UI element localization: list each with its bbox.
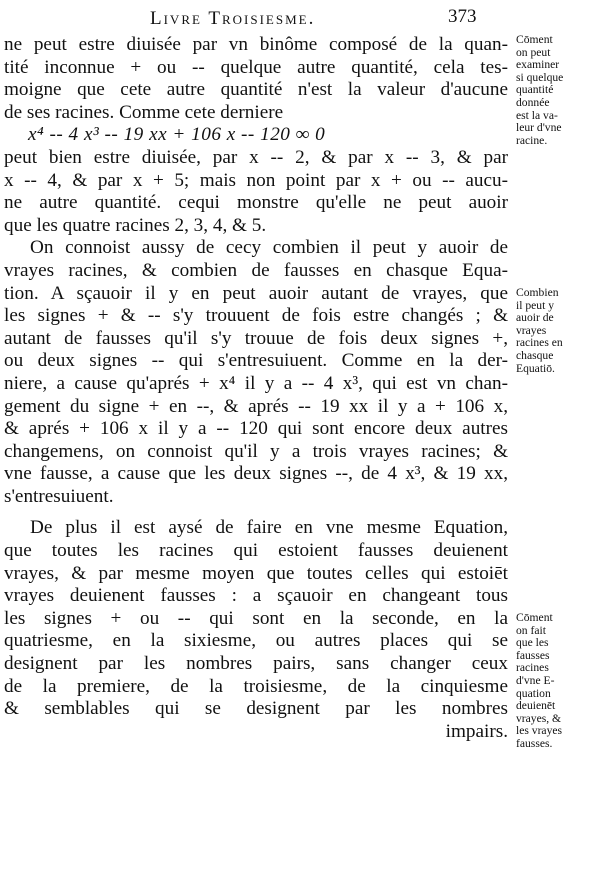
margin-note-line: vrayes [516, 323, 547, 337]
margin-note-line: on fait [516, 623, 546, 637]
text-line: que toutes les racines qui estoient fausses deuienent [4, 540, 508, 562]
text-line: impairs. [445, 720, 508, 742]
text-line: vrayes deuienent fausses : a sçauoir en changeant tous [4, 585, 508, 607]
text-line: changemens, on connoist qu'il y a trois vrayes racines; & [4, 440, 508, 462]
margin-note-line: Cōment [516, 33, 553, 46]
text-line: que les quatre racines 2, 3, 4, & 5. [4, 214, 267, 236]
text-line: moigne que cete autre quantité n'est la valeur d'aucune [4, 79, 508, 101]
margin-note-line: auoir de [516, 311, 554, 325]
text-line: De plus il est aysé de faire en vne mesme Equation, [30, 517, 508, 539]
margin-note-line: fausses. [516, 736, 553, 750]
margin-note-line: Combien [516, 286, 559, 299]
text-line: les signes + ou -- qui sont en la seconde, en la [4, 607, 508, 629]
text-line: x -- 4, & par x + 5; mais non point par x + ou -- aucu- [4, 169, 508, 191]
page-header [0, 4, 599, 34]
text-line: tité inconnue + ou -- quelque autre quantité, cela tes- [4, 56, 508, 78]
paragraph-2 [4, 237, 508, 508]
margin-note-1 [516, 34, 598, 147]
text-line: vrayes, & par mesme moyen que toutes celles qui estoiēt [4, 562, 508, 584]
text-line: & semblables qui se designent par les nombres [4, 698, 508, 720]
margin-note-line: examiner [516, 58, 560, 72]
text-line: quatriesme, en la sixiesme, ou autres places qui se [4, 630, 508, 652]
text-line: designent par les nombres pairs, sans changer ceux [4, 653, 508, 675]
margin-note-2 [516, 287, 598, 375]
margin-note-3 [516, 612, 598, 751]
margin-note-line: les vrayes [516, 724, 563, 738]
margin-note-line: leur d'vne [516, 121, 562, 135]
text-line: vrayes racines, & combien de fausses en chasque Equa- [4, 259, 508, 281]
margin-note-line: on peut [516, 45, 551, 59]
text-line: & aprés + 106 x il y a -- 120 qui sont encore deux autres [4, 418, 508, 440]
text-line: autant de fausses qu'il s'y trouue de fois deux signes +, [4, 327, 508, 349]
margin-note-line: quation [516, 686, 551, 700]
equation-line: x⁴ -- 4 x³ -- 19 xx + 106 x -- 120 ∞ 0 [28, 124, 326, 146]
margin-note-line: d'vne E- [516, 673, 555, 687]
margin-note-line: il peut y [516, 298, 554, 312]
text-line: peut bien estre diuisée, par x -- 2, & par x -- 3, & par [4, 146, 508, 168]
text-line: de ses racines. Comme cete derniere [4, 101, 284, 123]
main-text [4, 34, 508, 743]
text-line: tion. A sçauoir il y en peut auoir autant de vrayes, que [4, 282, 508, 304]
running-title: Livre Troisiesme. [150, 8, 316, 29]
text-line: les signes + & -- s'y trouuent de fois estre changés ; & [4, 305, 508, 327]
page-number: 373 [448, 6, 477, 27]
text-line: de la premiere, de la troisiesme, de la cinquiesme [4, 675, 508, 697]
margin-note-line: vrayes, & [516, 711, 562, 725]
margin-note-line: que les [516, 636, 549, 650]
margin-note-line: quantité [516, 83, 554, 97]
margin-note-line: Cōment [516, 611, 553, 624]
text-line: niere, a cause qu'aprés + x⁴ il y a -- 4 x³, qui est vn chan- [4, 372, 508, 394]
margin-note-line: Equatiō. [516, 361, 555, 375]
margin-note-line: est la va- [516, 108, 558, 122]
margin-note-line: deuienēt [516, 699, 556, 713]
margin-note-line: racines [516, 661, 549, 675]
text-line: s'entresuiuent. [4, 485, 114, 507]
text-line: gement du signe + en --, & aprés -- 19 xx il y a + 106 x, [4, 395, 508, 417]
text-line: ne peut estre diuisée par vn binôme composé de la quan- [4, 34, 508, 55]
margin-note-line: fausses [516, 648, 550, 662]
paragraph-3 [4, 517, 508, 743]
margin-note-line: racines en [516, 336, 563, 350]
paragraph-1 [4, 34, 508, 237]
text-line: On connoist aussy de cecy combien il peut y auoir de [30, 237, 508, 259]
margin-note-line: si quelque [516, 70, 564, 84]
text-line: ou deux signes -- qui s'entresuiuent. Comme en la der- [4, 350, 508, 372]
margin-note-line: racine. [516, 133, 548, 147]
text-line: vne fausse, a cause que les deux signes --, de 4 x³, & 19 xx, [4, 463, 508, 485]
margin-note-line: donnée [516, 95, 550, 109]
text-line: ne autre quantité. cequi monstre qu'elle ne peut auoir [4, 192, 508, 214]
margin-note-line: chasque [516, 348, 554, 362]
